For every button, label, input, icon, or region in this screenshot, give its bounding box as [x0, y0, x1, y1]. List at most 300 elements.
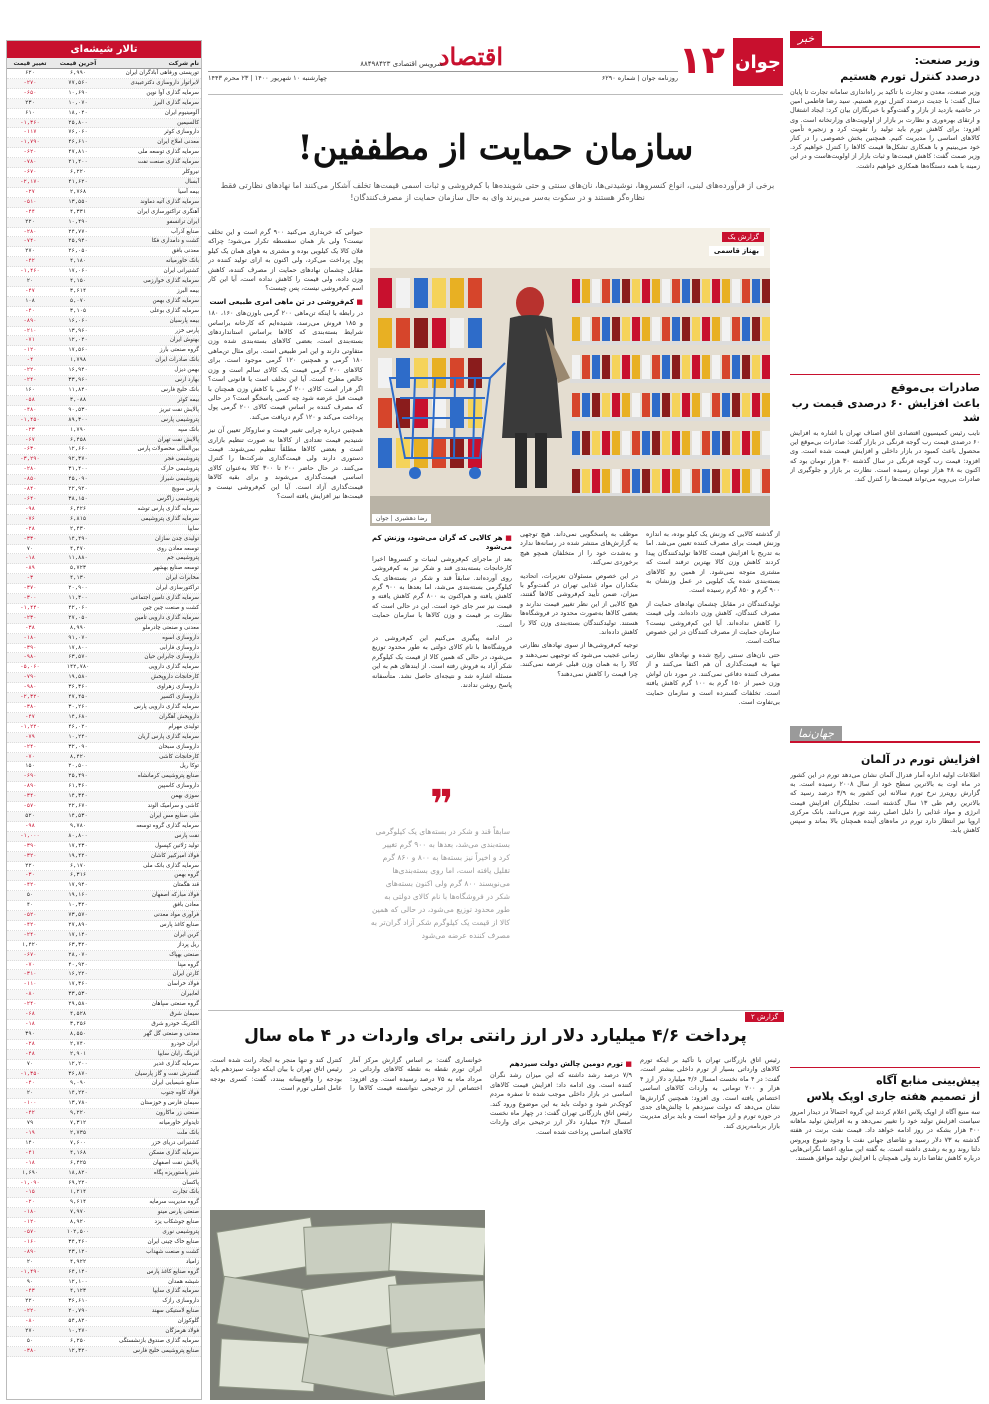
stock-row: [7, 366, 201, 376]
col-b-subhead: ■ هر کالایی که گران می‌شود، وزنش کم می‌شود: [372, 534, 512, 553]
stock-change: ۶۷۰-: [23, 169, 37, 176]
stock-change: ۲۸-: [25, 1040, 35, 1047]
stock-last-price: ۲۸,۰۷۰: [68, 951, 88, 958]
stock-last-price: ۴۱,۶۲۰: [68, 178, 88, 185]
stock-name: کاشی و سرامیک الوند: [147, 803, 199, 810]
stock-change: ۴۴-: [25, 208, 35, 215]
stock-name: پتروشیمی فجر: [164, 456, 199, 463]
col-c-p3: توجیه کم‌فروشی‌ها از سوی نهادهای نظارتی زمانی عجیب می‌شود که توجیهی نمی‌دهند و کالا را به همان وزن قبلی عرضه نمی‌کنند. چرا قیمت را کاهش نمی‌دهند؟: [520, 641, 638, 678]
stock-change: ۲۴۰-: [23, 377, 37, 384]
stock-row: [7, 614, 201, 624]
stock-change: ۳۸۰-: [23, 704, 37, 710]
stock-name: سرمایه گذاری پتروشیمی: [140, 515, 199, 522]
stock-name: داروسازی اسوه: [162, 634, 199, 641]
stock-last-price: ۴۵,۰۹۰: [68, 476, 88, 483]
stock-row: [7, 178, 201, 188]
stock-change: ۴۲-: [25, 258, 35, 265]
stock-change: ۴۰-: [25, 307, 35, 314]
stock-change: ۹۸-: [25, 505, 35, 512]
stock-last-price: ۱۰,۰۷۰: [68, 99, 88, 106]
stock-name: سرمایه گذاری دارویی تامین: [134, 614, 199, 621]
stock-name: لیزینگ رایان سایپا: [157, 1050, 199, 1057]
stock-change: ۲۲۰: [25, 1298, 35, 1305]
story-col-c: [520, 530, 638, 1010]
stock-row: [7, 416, 201, 426]
stock-name: صنایع آذرآب: [170, 228, 199, 235]
stock-last-price: ۴,۳۳۱: [69, 208, 87, 215]
stock-name: صنایع شیمیایی ایران: [151, 1080, 199, 1087]
stock-name: سرمایه گذاری دارویی: [148, 664, 199, 671]
stock-name: کارتن ایران: [172, 971, 199, 978]
stock-name: سیمان شرق: [169, 1011, 199, 1018]
stock-name: ملی صنایع مس ایران: [149, 812, 199, 819]
stock-change: ۲۲۰-: [23, 367, 37, 374]
stock-name: گسترش نفت و گاز پارسیان: [134, 1070, 199, 1077]
stock-name: داروپخش آهگران: [159, 713, 199, 720]
stock-last-price: ۲۷,۰۵۰: [68, 614, 88, 621]
stock-last-price: ۱۰,۴۹۰: [68, 218, 88, 225]
stock-row: [7, 951, 201, 961]
stock-change: ۱۲۰-: [23, 347, 37, 354]
stock-change: ۷۶-: [25, 515, 35, 522]
stock-last-price: ۳,۰۸۸: [69, 396, 87, 403]
stock-change: ۳۰-: [25, 872, 35, 879]
story-col-d: [646, 530, 780, 1010]
report-2-tag: گزارش ۲: [745, 1012, 784, 1022]
stock-last-price: ۵,۰۷۰: [69, 297, 87, 304]
stock-last-price: ۴,۱۲۳: [69, 1288, 87, 1295]
stock-name: پارس سویچ: [171, 486, 199, 493]
stock-name: پالایش نفت اصفهان: [152, 1159, 199, 1166]
stock-change: ۱,۴۹۰-: [20, 1268, 40, 1275]
stock-name: معدنی املاح ایران: [157, 139, 199, 146]
stock-row: [7, 782, 201, 792]
col-a-p2: در رابطه با اینکه تن‌ماهی ۲۰۰ گرمی باوزن‌های ۱۶۰، ۱۸۰ و ۱۸۵ فروش می‌رسد، شنیده‌ایم که کارخانه براساس شرایط بسته‌بندی که کالاها براساس استانداردهای بسته‌بندی است، بعضی کالاهای بسته‌بندی شده وزن متفاوتی دارند و این امر طبیعی است. برای مثال تن‌ماهی ۱۸۰ گرمی و همچنین ۱۲۰ گرمی موجود است. برای کالاهای ۲۰۰ گرمی قیمت یک کالای سالم است و وزن خالص مطرح است. آیا این تخلف است یا قانونی است؟ اگر قرار است کالای ۲۰۰ گرمی با کاهش وزن همچنان با قیمت قبل عرضه شود چه کسی پاسخگو است؟ در حالی که مصرف کننده بر اساس قیمت کالای ۲۰۰ گرمی پول پرداخت می‌کند و ۱۲۰ گرم دریافت می‌کند.: [208, 309, 363, 421]
stock-last-price: ۸,۴۲۰: [69, 753, 87, 760]
stock-row: [7, 812, 201, 822]
stock-last-price: ۳۴,۴۶۰: [68, 1238, 88, 1245]
stock-row: [7, 1139, 201, 1149]
stock-change: ۷۹-: [25, 733, 35, 740]
stock-last-price: ۱۲,۶۶۰: [68, 446, 88, 453]
news4-body: سه منبع آگاه از اوپک پلاس اعلام کردند این گروه احتمالاً در دیدار امروز سیاست افزایش تولید خود را تغییر نمی‌دهد و به افزایش تولید ماهانه ۴۰۰ هزار بشکه در روز ادامه خواهد داد. قیمت نفت برنت در هفته گذشته به ۷۳ دلار رسید و تقاضای جهانی نفت با وجود شیوع ویروس دلتا روند رو به رشدی داشته است. به گفته این منابع، اعضا نگرانی‌هایی درباره کاهش تقاضا دارند ولی همچنان با افزایش تولید موافق هستند.: [790, 1108, 980, 1163]
stock-last-price: ۱۴۲,۷۸۰: [66, 664, 90, 671]
stock-last-price: ۶,۲۵۰: [69, 1338, 87, 1344]
stock-change: ۲۱۰-: [23, 327, 37, 334]
stock-last-price: ۴۰,۹۲۰: [68, 961, 88, 968]
stock-last-price: ۱۹,۱۶۰: [68, 892, 88, 899]
stock-last-price: ۲۰,۹۰۰: [68, 585, 88, 592]
col-header-change: تغییر قیمت: [13, 60, 47, 67]
stock-change: ۵۲۰-: [23, 912, 37, 919]
stock-change: ۵۷۰-: [23, 803, 37, 810]
stock-row: [7, 792, 201, 802]
main-headline: سازمان حمایت از مطففین!: [297, 128, 694, 168]
stock-last-price: ۱۳,۹۶۰: [68, 327, 88, 334]
section-title: اقتصاد: [438, 42, 503, 71]
stock-last-price: ۴,۱۳۰: [69, 575, 87, 582]
stock-last-price: ۳۳,۹۶۰: [68, 377, 88, 384]
stock-name: صنایع کاغذ پارس: [159, 921, 199, 928]
stock-last-price: ۱۷,۴۳۰: [68, 842, 88, 849]
stock-last-price: ۱۰,۴۷۰: [68, 1328, 88, 1335]
stock-name: پارس خزر: [175, 327, 199, 334]
stock-name: فولاد امیرکبیر کاشان: [150, 852, 199, 859]
stock-last-price: ۹۱,۰۷۰: [68, 634, 88, 641]
stock-last-price: ۲۵,۹۴۰: [68, 238, 88, 245]
stock-row: [7, 931, 201, 941]
stock-row: [7, 1268, 201, 1278]
stock-name: پتروشیمی نوری: [162, 1229, 199, 1236]
supermarket-photo: [370, 228, 770, 526]
stock-name: کشتیرانی دریای خزر: [151, 1139, 199, 1146]
stock-change: ۳۸۰-: [23, 1347, 37, 1354]
stock-last-price: ۵,۷۲۳: [69, 565, 87, 572]
stock-name: صنعتی بهپاک: [169, 951, 199, 958]
stock-change: ۲۲۰: [25, 862, 35, 869]
stock-last-price: ۶۹,۲۲۰: [68, 1179, 88, 1186]
story2-col-1: [640, 1056, 780, 1400]
stock-name: الکتریک خودرو شرق: [151, 1021, 199, 1027]
stock-table-header: [7, 58, 201, 69]
stock-row: [7, 445, 201, 455]
stock-change: ۷۹: [26, 1120, 34, 1127]
stock-last-price: ۱۸,۰۴۰: [68, 109, 88, 116]
stock-name: بیمه البرز: [177, 287, 199, 294]
stock-change: ۶۱۰: [25, 109, 35, 116]
stock-change: ۴۷-: [25, 713, 35, 720]
stock-last-price: ۴,۹۲۲: [69, 1258, 87, 1265]
stock-last-price: ۲۳,۱۲۰: [68, 1248, 88, 1255]
stock-name: سرمایه گذاری بوعلی: [149, 307, 199, 314]
stock-row: [7, 1208, 201, 1218]
stock-last-price: ۴۶,۶۱۰: [68, 139, 88, 146]
stock-last-price: ۸,۹۲۰: [69, 1219, 87, 1226]
stock-last-price: ۶,۸۱۵: [69, 515, 87, 522]
stock-name: بیمه آسیا: [178, 188, 199, 195]
stock-change: ۲۳۰-: [23, 614, 37, 621]
stock-change: ۴۲۰-: [23, 921, 37, 928]
stock-change: ۶۷-: [25, 436, 35, 443]
stock-change: ۴۸۰-: [23, 406, 37, 413]
stock-name: بانک خلیج فارس: [161, 387, 199, 393]
stock-change: ۱,۷۹۰-: [20, 139, 40, 146]
stock-row: [7, 109, 201, 119]
stock-row: [7, 574, 201, 584]
story2-col-2b: [490, 1210, 632, 1400]
stock-change: ۳۹۰-: [23, 644, 37, 651]
stock-row: [7, 317, 201, 327]
stock-change: ۵۰: [26, 1338, 34, 1344]
stock-row: [7, 1060, 201, 1070]
stock-change: ۲۴۰-: [23, 1001, 37, 1008]
stock-last-price: ۳,۱۰۵: [69, 307, 87, 314]
stock-change: ۴۸-: [25, 1050, 35, 1057]
story2-col-3: [210, 1056, 482, 1206]
stock-change: ۵,۰۶۰-: [20, 664, 40, 671]
news1-headline: درصدد کنترل تورم هستیم: [840, 70, 980, 83]
stock-name: آبسال: [185, 178, 199, 185]
story2-col-2: [490, 1056, 632, 1206]
stock-last-price: ۸۰,۸۰۰: [68, 832, 88, 839]
stock-name: کربن ایران: [173, 931, 199, 938]
stock-row: [7, 842, 201, 852]
stock-last-price: ۳۰,۲۶۰: [68, 704, 88, 710]
stock-name: سرمایه گذاری غدیر: [153, 1060, 199, 1067]
stock-row: [7, 138, 201, 148]
stock-row: [7, 644, 201, 654]
stock-row: [7, 79, 201, 89]
stock-name: ایران خودرو: [171, 1040, 199, 1047]
stock-row: [7, 970, 201, 980]
world-tab-label: جهان‌نما: [790, 726, 842, 741]
stock-name: معدنی و صنعتی گل گهر: [143, 1030, 199, 1037]
stock-name: سرمایه گذاری دارویی پارس: [133, 704, 199, 710]
stock-last-price: ۶۱,۳۶۰: [68, 783, 88, 790]
stock-change: ۸۰-: [25, 991, 35, 998]
stock-change: ۱,۳۵۰-: [20, 1070, 40, 1077]
stock-name: فولاد هرمزگان: [165, 1328, 199, 1335]
stock-name: کالسیمین: [177, 119, 199, 126]
stock-row: [7, 247, 201, 257]
stock-row: [7, 1307, 201, 1317]
stock-name: سرمایه گذاری بانک ملی: [143, 862, 199, 869]
col-b-p2: در ادامه پیگیری می‌کنیم این کم‌فروشی در فروشگاه‌ها با نام کالای دولتی به طور محدود توزیع می‌شود، در حالی که همین کالا از قیمت یک کیلوگرم شکر آزاد به فروش رفته است. از ایندهای هم به این مسئله اشاره شد و نتیجه‌ای حاصل نشد. متأسفانه پاسخ روشن ندادند.: [372, 634, 512, 690]
stock-change: ۳-: [26, 575, 34, 582]
stock-change: ۱۸۰-: [23, 634, 37, 641]
stock-row: [7, 356, 201, 366]
stock-name: پالایش نفت تهران: [157, 436, 199, 443]
stock-row: [7, 257, 201, 267]
stock-last-price: ۱۲,۱۰۰: [68, 1278, 88, 1285]
stock-name: سرمایه گذاری مسکن: [148, 1149, 199, 1156]
col-d-p2: تولیدکنندگان در مقابل چشمان نهادهای حمایت از مصرف کنندگان، کاهش وزن داده‌اند، ولی قیمت را کاهش نداده‌اند. آیا این کم‌فروشی نیست؟ سازمان حمایت از مصرف کنندگان در این خصوص ساکت است.: [646, 599, 780, 646]
stock-change: ۴۲-: [25, 1110, 35, 1117]
stock-row: [7, 1337, 201, 1347]
stock-last-price: ۸,۹۹۰: [69, 624, 87, 631]
story2-headline: پرداخت ۴/۶ میلیارد دلار ارز رانتی برای واردات در ۴ ماه سال: [244, 1026, 747, 1046]
stock-name: پتروشیمی جم: [166, 555, 199, 562]
stock-row: [7, 1119, 201, 1129]
stock-name: پتروشیمی شیراز: [160, 476, 199, 483]
stock-row: [7, 663, 201, 673]
stock-row: [7, 436, 201, 446]
stock-name: سوزی بهمن: [170, 793, 199, 800]
stock-row: [7, 1050, 201, 1060]
stock-name: لابراتوار داروسازی دکترعبیدی: [130, 79, 199, 86]
stock-change: ۳۱۰-: [23, 971, 37, 978]
news1-body: وزیر صنعت، معدن و تجارت با تأکید بر راه‌اندازی سامانه تجارت تا پایان سال گفت: با جدیت درصدد کنترل تورم هستیم. سید رضا فاطمی امین در حاشیه بازدید از بازار و گفت‌وگو با خبرنگاران بیان کرد: ایجاد اشتغال و ارتقای بهره‌وری و نظارت بر بازار از اولویت‌های وزارتخانه است. وی افزود: برای کاهش تورم باید تولید را تقویت کرد و زنجیره تأمین کالاهای اساسی را مدیریت کنیم. همچنین بخش خصوصی را در کنار خود می‌بینیم و با همکاری تشکل‌ها قیمت کالاها را کنترل خواهیم کرد. وزیر صمت گفت: کاهش قیمت‌ها و ثبات بازار از اولویت‌هاست و در این زمینه با همه دستگاه‌ها همکاری خواهیم داشت.: [790, 88, 980, 170]
stock-change: ۵۸-: [25, 396, 35, 403]
stock-row: [7, 990, 201, 1000]
stock-row: [7, 119, 201, 129]
stock-last-price: ۱۷,۵۶۰: [68, 347, 88, 354]
stock-name: فولاد خراسان: [167, 981, 199, 988]
stock-change: ۴-: [26, 357, 34, 364]
stock-name: گروه صنعتی بارز: [159, 347, 199, 354]
stock-name: کشت و صنعت چین چین: [142, 604, 199, 611]
stock-name: بانک ملت: [177, 1129, 199, 1136]
stock-last-price: ۴,۱۸۰: [69, 258, 87, 265]
stock-name: سرمایه گذاری آتیه دماوند: [140, 198, 199, 205]
stock-last-price: ۱۷,۰۶۰: [68, 268, 88, 275]
stock-row: [7, 535, 201, 545]
stock-row: [7, 762, 201, 772]
stock-last-price: ۴,۵۲۸: [69, 1011, 87, 1018]
stock-change: ۳۹۰-: [23, 842, 37, 849]
stock-row: [7, 911, 201, 921]
stock-last-price: ۶۳,۵۷۰: [68, 654, 88, 661]
stock-last-price: ۱۹,۵۸۰: [68, 674, 88, 681]
stock-change: ۲۷۰: [25, 1328, 35, 1335]
stock-change: ۷۴۰-: [23, 238, 37, 245]
stock-last-price: ۳۶,۸۷۰: [68, 1070, 88, 1077]
stock-change: ۲۲۰: [25, 218, 35, 225]
stock-name: سرمایه گذاری پارس آریان: [137, 733, 199, 740]
stock-row: [7, 1159, 201, 1169]
stock-row: [7, 198, 201, 208]
stock-last-price: ۹۰,۵۳۰: [68, 406, 88, 413]
news3-headline: افزایش تورم در آلمان: [861, 753, 980, 766]
stock-row: [7, 713, 201, 723]
stock-row: [7, 564, 201, 574]
stock-change: ۶۵۰-: [23, 89, 37, 96]
stock-change: ۸۹۰-: [23, 317, 37, 324]
stock-last-price: ۱۶,۰۶۰: [68, 317, 88, 324]
stock-name: سرمایه گذاری صندوق بازنشستگی: [119, 1338, 199, 1344]
stock-name: داروسازی کاسپین: [157, 783, 199, 790]
stock-change: ۳۸-: [25, 624, 35, 631]
stock-row: [7, 1030, 201, 1040]
stock-name: داروسازی جابرابن حیان: [144, 654, 199, 661]
news4-headline: از تصمیم هفته جاری اوپک پلاس: [806, 1090, 980, 1103]
stock-row: [7, 208, 201, 218]
stock-name: سرمایه گذاری البرز: [153, 99, 199, 106]
stock-last-price: ۳۶,۳۶۰: [68, 684, 88, 691]
stock-row: [7, 1079, 201, 1089]
stock-row: [7, 218, 201, 228]
stock-row: [7, 1317, 201, 1327]
stock-last-price: ۷,۹۷۰: [69, 1209, 87, 1216]
stock-name: آلومینیوم ایران: [164, 109, 199, 116]
stock-name: داروسازی اکسیر: [160, 694, 199, 701]
stock-change: ۴۰: [26, 902, 34, 909]
stock-name: لعابیران: [180, 991, 199, 998]
stock-name: تولیدی چدن سازان: [155, 535, 199, 542]
stock-last-price: ۱۶,۲۲۰: [68, 971, 88, 978]
stock-row: [7, 525, 201, 535]
stock-change: ۶۸-: [25, 1011, 35, 1018]
stock-name: پتروشیمی خارک: [161, 466, 199, 473]
stock-change: ۶۲۰-: [23, 149, 37, 156]
stock-row: [7, 802, 201, 812]
report-author: بهناز قاسمی: [709, 246, 764, 256]
stock-last-price: ۱۲,۳۲۰: [68, 1347, 88, 1354]
stock-name: سرمایه گذاری پارس توشه: [137, 505, 199, 512]
supermarket-illustration: [370, 228, 770, 526]
stock-row: [7, 604, 201, 614]
stock-last-price: ۱۱,۸۴۰: [68, 387, 88, 393]
masthead: [208, 38, 783, 88]
col-c-p2: در این خصوص مسئولان تعزیرات، اتحادیه بنکداران مواد غذایی تهران در گفت‌وگو با میزان، ضمن تأیید کم‌فروشی کالاها گفتند، هیچ کالایی از این نظر تغییر قیمت ندارند و بعضی کالاها به‌صورت محدود در فروشگاه‌ها هستند. تولیدکنندگان بسته‌بندی وزن کالا را کاهش داده‌اند.: [520, 571, 638, 637]
issue-date: چهارشنبه ۱۰ شهریور ۱۴۰۰ | ۲۳ محرم ۱۴۴۳: [208, 74, 328, 82]
stock-row: [7, 554, 201, 564]
stock-last-price: ۶۳,۳۲۰: [68, 941, 88, 948]
stock-name: کشتیرانی ایران: [163, 268, 199, 275]
story2-c2: ۷/۹ درصد رشد داشته که این میزان رشد نگران کننده است. وی ادامه داد: افزایش قیمت کالاهای اساسی در بازار داخلی موجب شده تا سفره مردم کوچک‌تر شود و دولت باید به این موضوع ورود کند. رئیس اتاق بازرگانی تهران گفت: در چهار ماه نخست امسال ۴/۶ میلیارد دلار ارز ترجیحی برای واردات کالاهای اساسی پرداخت شده است.: [490, 1071, 632, 1136]
stock-row: [7, 287, 201, 297]
stock-change: ۷۸۰-: [23, 159, 37, 166]
stock-change: ۱۵-: [25, 1189, 35, 1196]
stock-last-price: ۱۳,۷۸۰: [68, 1100, 88, 1107]
stock-last-price: ۱۲,۲۰۰: [68, 1060, 88, 1067]
stock-row: [7, 743, 201, 753]
stock-name: شیشه همدان: [168, 1278, 199, 1285]
stock-change: ۱۸-: [25, 1021, 35, 1027]
stock-last-price: ۱,۷۹۰: [69, 426, 87, 433]
stock-name: سرمایه گذاری صنعت نفت: [137, 159, 199, 166]
stock-change: ۵۷۰-: [23, 1229, 37, 1236]
stock-last-price: ۶,۱۷۰: [69, 862, 87, 869]
stock-change: ۱,۶۹۰: [21, 1169, 39, 1176]
stock-change: ۱۱۷-: [23, 129, 37, 136]
stock-change: ۲۳۰: [25, 99, 35, 106]
stock-row: [7, 584, 201, 594]
news2-kicker: صادرات بی‌موقع: [890, 381, 980, 394]
stock-change: ۱,۳۶۰-: [20, 119, 40, 126]
stock-last-price: ۴,۱۵۰: [69, 278, 87, 285]
news-tab-label: خبر: [790, 31, 822, 46]
stock-name: نفت پارس: [174, 832, 199, 839]
stock-change: ۲۰: [26, 1258, 34, 1265]
stock-row: [7, 69, 201, 79]
stock-row: [7, 1238, 201, 1248]
stock-name: پتروشیمی پارس: [161, 416, 199, 423]
stock-change: ۳۲۰-: [23, 852, 37, 859]
stock-change: ۲۰: [26, 1090, 34, 1097]
stock-change: ۲۴۰-: [23, 931, 37, 938]
stock-name: بهنوش ایران: [169, 337, 199, 344]
stock-name: سرمایه گذاری توسعه ملی: [138, 149, 199, 156]
stock-name: بانک صادرات ایران: [155, 357, 199, 364]
stock-row: [7, 495, 201, 505]
stock-change: ۲۴۰-: [23, 743, 37, 750]
stock-change: ۳۴۰-: [23, 793, 37, 800]
news-section-tab: [790, 30, 980, 48]
stock-name: گروه صنایع کاغذ پارس: [146, 1268, 199, 1275]
stock-name: بیمه پارسیان: [169, 317, 199, 324]
col-a-p3: همچنین درباره چرایی تغییر قیمت و سازوکار تعیین آن نیز شنیدیم قیمت تعدادی از کالاها به صورت تنظیم بازاری است و بعضی کالاها مطلقاً تنظیم نمی‌شوند. قیمت دستوری دارند ولی قیمت‌گذاری شرکت‌ها را کنترل می‌کنند. در حال حاضر ۲۰۰ تا ۳۰۰ کالا به‌عنوان کالای اساسی قیمت‌گذاری می‌شوند و برای بقیه کالاها قیمت‌گذاری آزاد است. آیا این کم‌فروشی نیست و قیمت‌ها نیز افزایش یافته است؟: [208, 426, 363, 500]
stock-last-price: ۱۰,۶۹۰: [68, 89, 88, 96]
stock-row: [7, 1109, 201, 1119]
pull-quote: [370, 825, 510, 1005]
stock-name: تراکتورسازی ایران: [155, 585, 199, 592]
dollar-banknotes-illustration: [210, 1210, 485, 1400]
stock-last-price: ۱۳,۵۵۰: [68, 198, 88, 205]
stock-last-price: ۲۴,۷۷۰: [68, 228, 88, 235]
stock-row: [7, 1000, 201, 1010]
stock-last-price: ۶,۲۲۰: [69, 169, 87, 176]
stock-row: [7, 1287, 201, 1297]
stock-name: مخابرات ایران: [165, 575, 199, 582]
stock-row: [7, 1198, 201, 1208]
story-col-b: [372, 530, 512, 785]
stock-name: تایدواتر خاورمیانه: [159, 1120, 199, 1127]
page-number: ۱۲: [678, 38, 725, 82]
col-header-last: آخرین قیمت: [59, 60, 97, 67]
stock-name: صنایع جوشکاب یزد: [154, 1219, 199, 1226]
stock-row: [7, 475, 201, 485]
